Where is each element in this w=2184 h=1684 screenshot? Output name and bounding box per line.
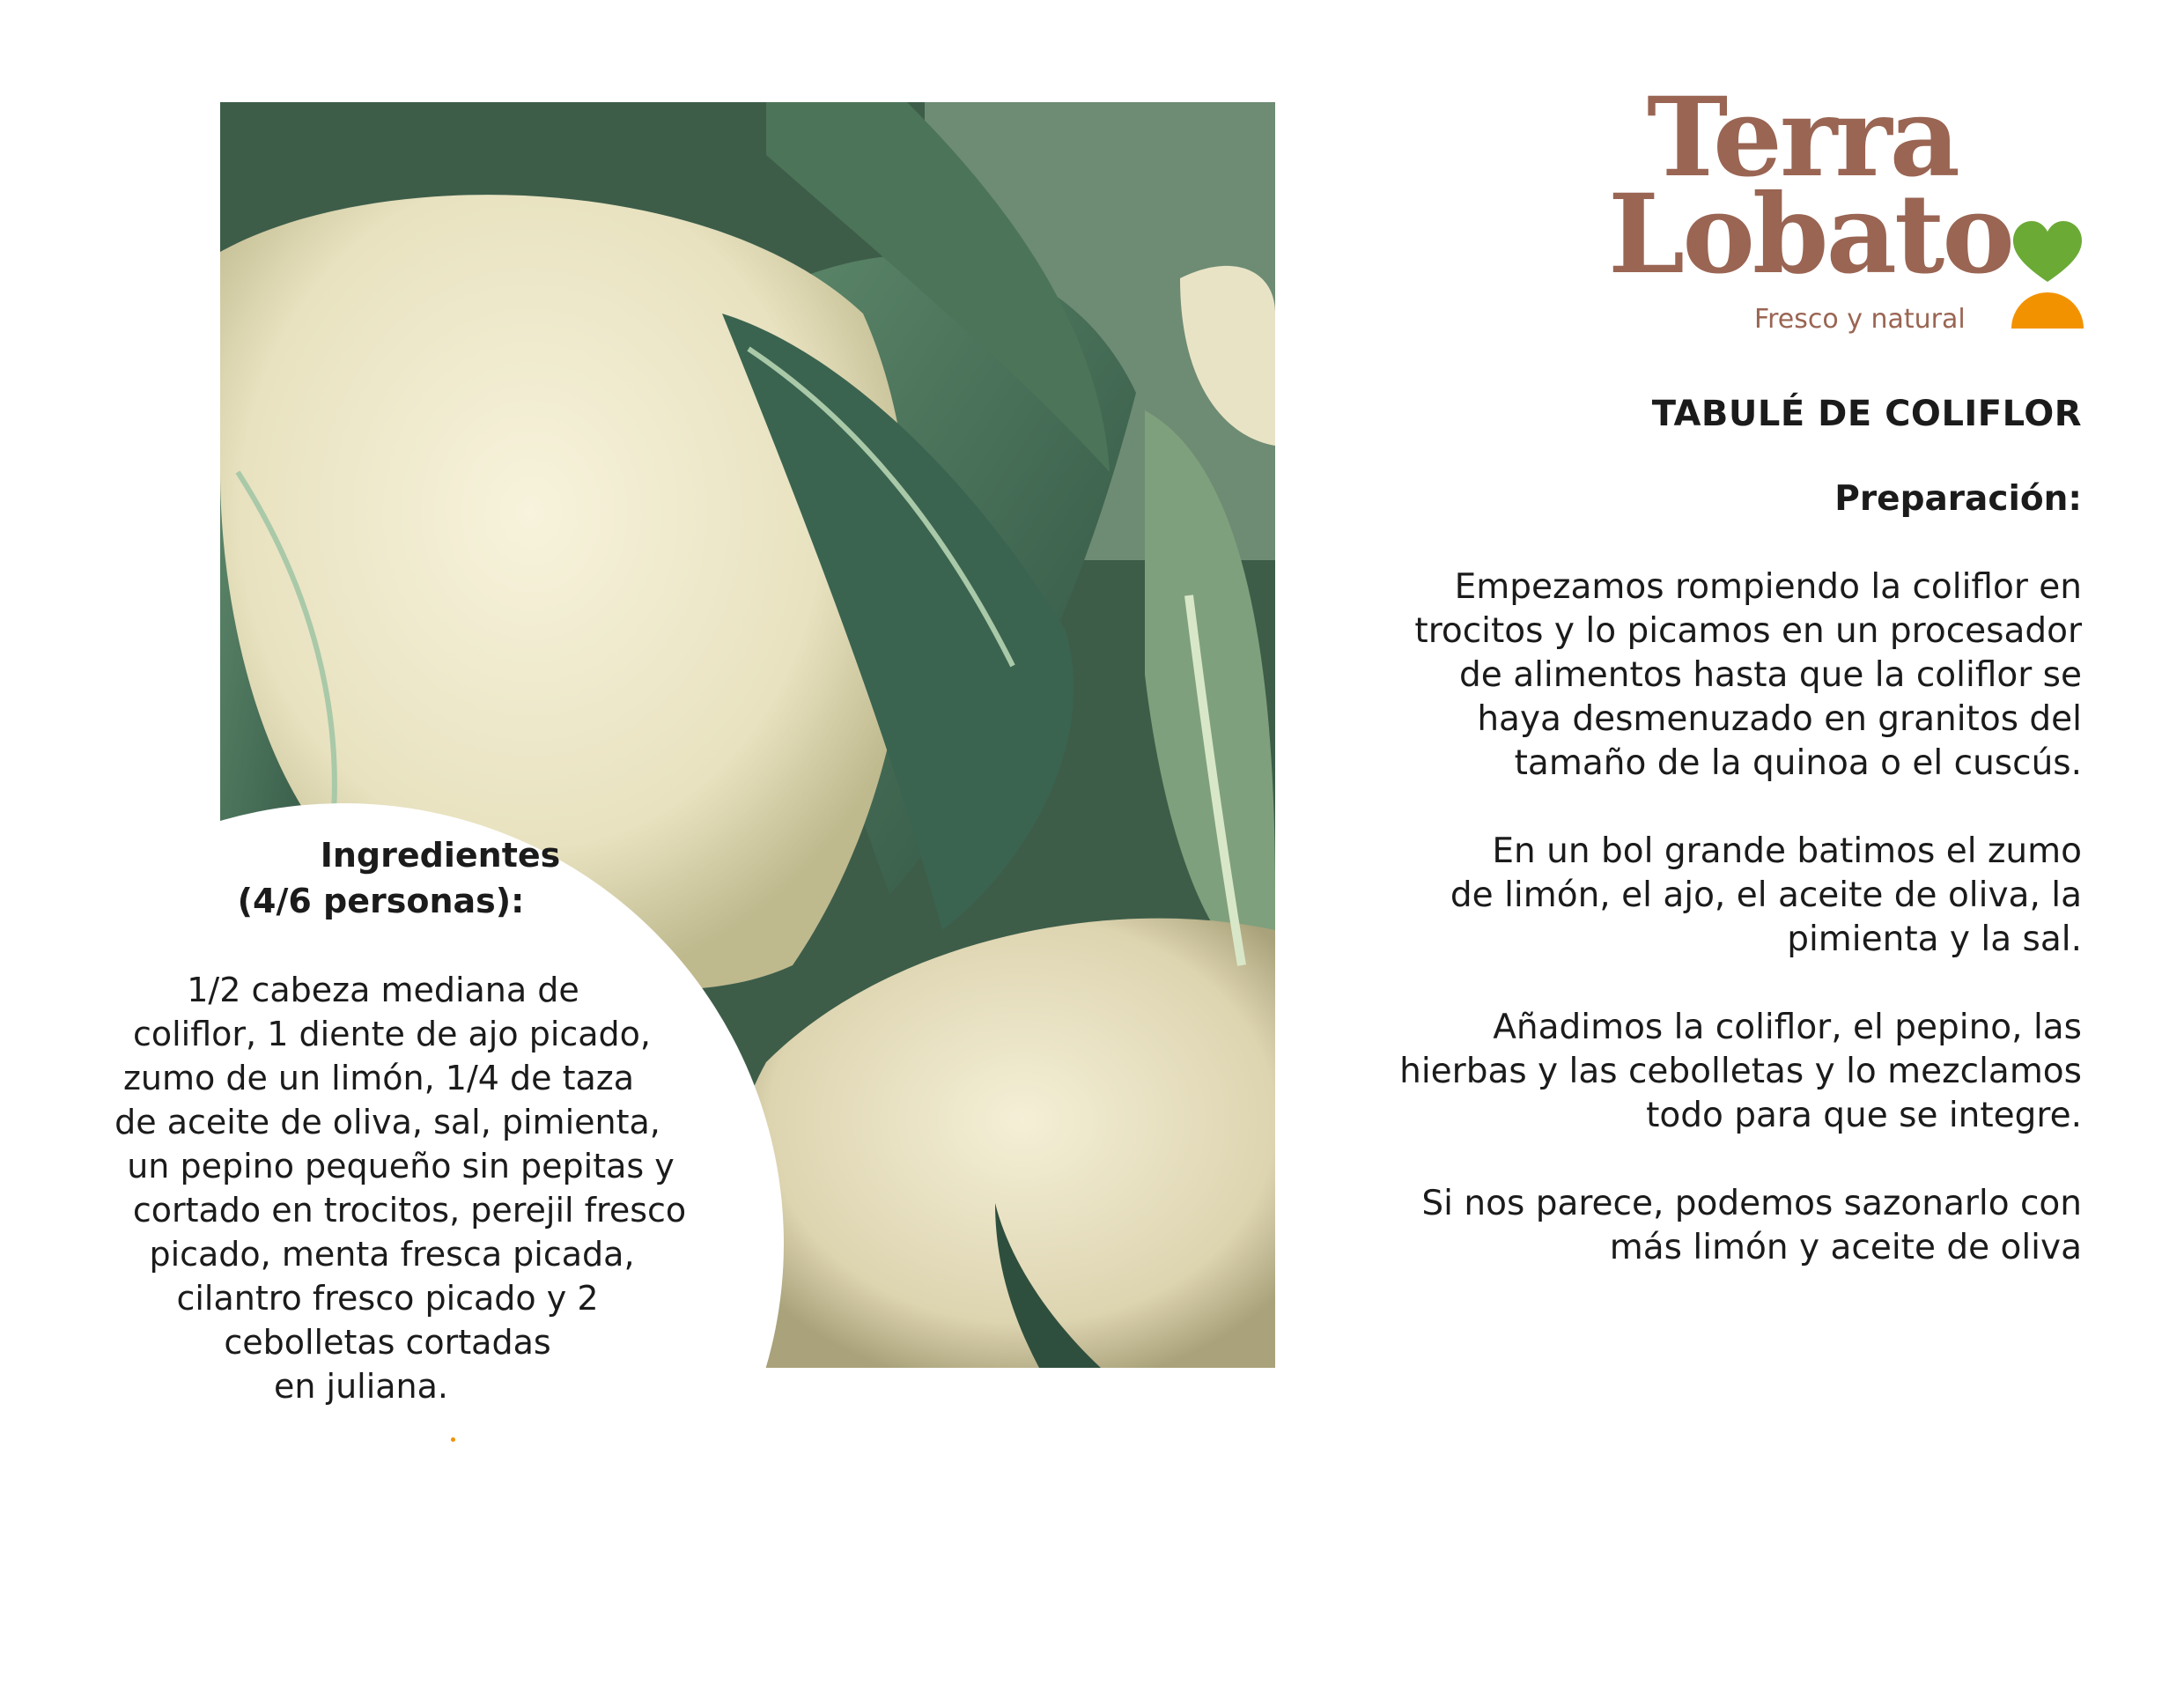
preparation-heading: Preparación: (1834, 479, 2082, 519)
recipe-column (1360, 388, 2082, 1270)
logo-word-lobato: Lobato (1608, 171, 2012, 299)
step-line: de limón, el ajo, el aceite de oliva, la (1450, 875, 2082, 915)
step-line: de alimentos hasta que la coliflor se (1459, 655, 2082, 695)
step-line: hierbas y las cebolletas y lo mezclamos (1399, 1052, 2082, 1091)
preparation-step (1360, 1182, 2082, 1270)
step-line: todo para que se integre. (1646, 1096, 2082, 1135)
step-line: tamaño de la quinoa o el cuscús. (1514, 743, 2082, 783)
heart-sun-icon (2008, 216, 2087, 330)
ingredients-block (114, 832, 749, 1408)
ingredients-servings: (4/6 personas): (237, 882, 525, 920)
step-line: trocitos y lo picamos en un procesador (1414, 611, 2082, 651)
ingredient-line: zumo de un limón, 1/4 de taza (122, 1059, 635, 1097)
logo-tagline: Fresco y natural (1754, 304, 1966, 335)
preparation-step (1360, 565, 2082, 786)
step-line: Si nos parece, podemos sazonarlo con (1421, 1184, 2082, 1223)
recipe-title: TABULÉ DE COLIFLOR (1651, 394, 2082, 434)
ingredient-line: picado, menta fresca picada, (149, 1235, 635, 1274)
ingredient-line: 1/2 cabeza mediana de (187, 971, 579, 1009)
terra-lobato-logo (1585, 74, 2078, 348)
ingredients-heading: Ingredientes (320, 836, 561, 875)
ingredient-line: cebolletas cortadas (224, 1323, 551, 1362)
step-line: haya desmenuzado en granitos del (1477, 699, 2082, 739)
step-line: Empezamos rompiendo la coliflor en (1454, 567, 2082, 607)
decorative-dot (451, 1437, 455, 1442)
ingredient-line: en juliana. (273, 1367, 449, 1406)
ingredient-line: cortado en trocitos, perejil fresco (132, 1191, 687, 1230)
ingredient-line: coliflor, 1 diente de ajo picado, (132, 1015, 652, 1053)
logo-word-terra: Terra (1647, 74, 1958, 202)
ingredient-line: de aceite de oliva, sal, pimienta, (114, 1103, 660, 1141)
ingredient-line: un pepino pequeño sin pepitas y (127, 1147, 675, 1185)
step-line: pimienta y la sal. (1787, 920, 2082, 959)
step-line: En un bol grande batimos el zumo (1492, 831, 2082, 871)
step-line: más limón y aceite de oliva (1609, 1228, 2082, 1267)
preparation-step (1360, 1006, 2082, 1138)
step-line: Añadimos la coliflor, el pepino, las (1493, 1008, 2082, 1047)
preparation-step (1360, 830, 2082, 962)
ingredient-line: cilantro fresco picado y 2 (176, 1279, 599, 1318)
